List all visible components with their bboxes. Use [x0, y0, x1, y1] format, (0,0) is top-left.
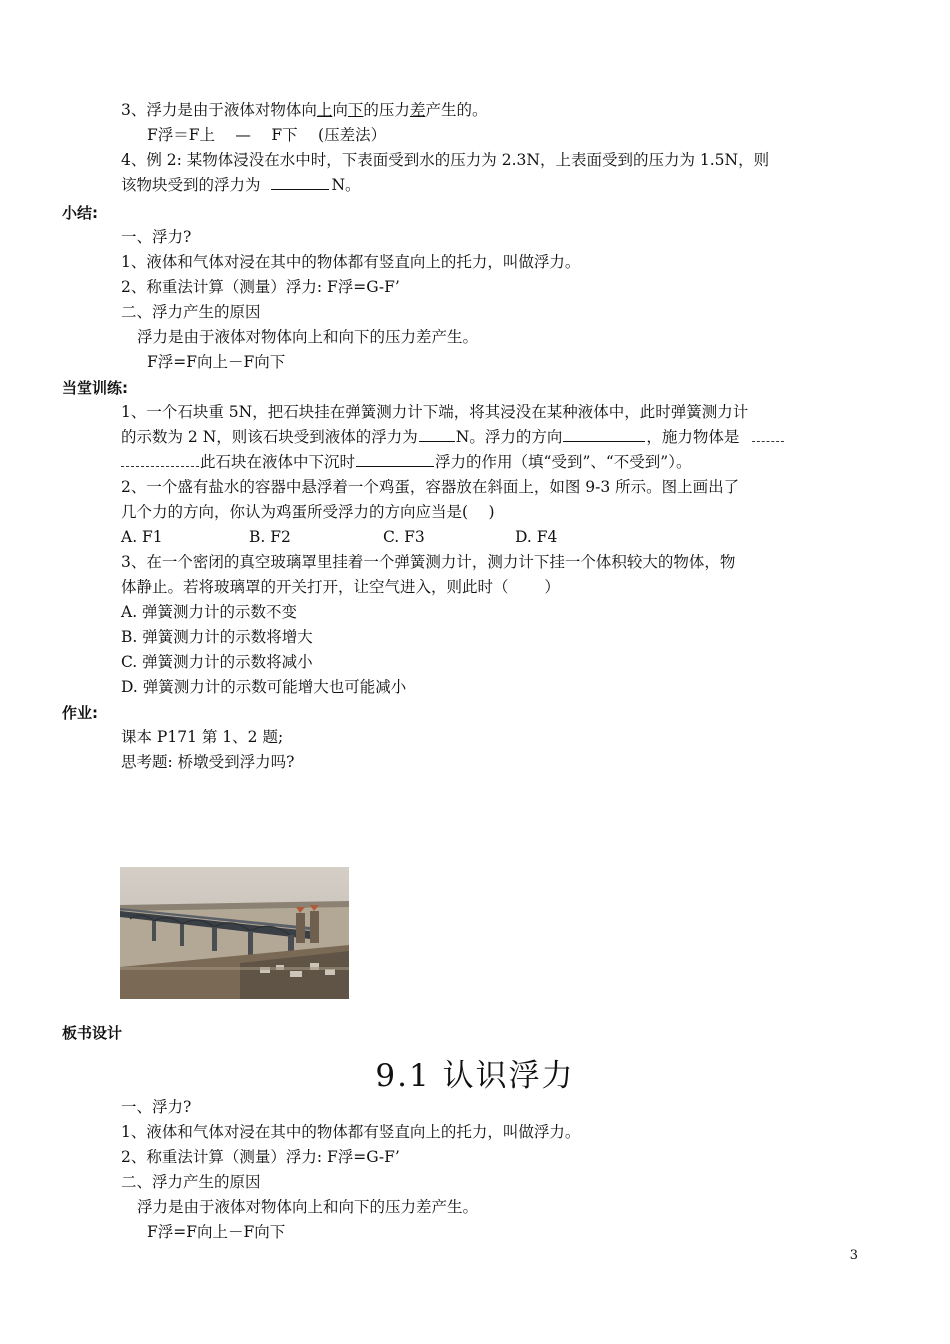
practice-q2-line1: 2、一个盛有盐水的容器中悬浮着一个鸡蛋，容器放在斜面上，如图 9-3 所示。图上画出了	[121, 478, 740, 496]
example2-line1: 4、例 2: 某物体浸没在水中时，下表面受到水的压力为 2.3N，上表面受到的压力为 1.5N，则	[121, 151, 770, 169]
practice-heading: 当堂训练:	[62, 379, 128, 397]
bridge-illustration	[120, 867, 349, 999]
text-segment: 浮力的作用（填“受到”、“不受到”）。	[435, 453, 692, 471]
text-segment: 的压力	[363, 101, 410, 119]
board-item: 2、称重法计算（测量）浮力: F浮=G-F’	[121, 1148, 400, 1166]
choice-option[interactable]: B. F2	[249, 528, 291, 546]
board-item: F浮=F向上－F向下	[147, 1223, 286, 1241]
answer-blank[interactable]	[419, 427, 455, 442]
answer-blank[interactable]	[121, 454, 199, 467]
homework-heading: 作业:	[62, 704, 98, 722]
practice-q3-line2: 体静止。若将玻璃罩的开关打开，让空气进入，则此时（ ）	[121, 578, 560, 596]
summary-item: 1、液体和气体对浸在其中的物体都有竖直向上的托力，叫做浮力。	[121, 253, 581, 271]
text-segment: 3、浮力是由于液体对物体向	[121, 101, 317, 119]
choice-option[interactable]: C. 弹簧测力计的示数将减小	[121, 653, 313, 671]
text-segment: 向	[332, 101, 348, 119]
summary-item: 一、浮力?	[121, 228, 192, 246]
board-item: 二、浮力产生的原因	[121, 1173, 261, 1191]
practice-q1-line1: 1、一个石块重 5N，把石块挂在弹簧测力计下端，将其浸没在某种液体中，此时弹簧测力计	[121, 403, 749, 421]
board-item: 浮力是由于液体对物体向上和向下的压力差产生。	[137, 1198, 479, 1216]
text-segment: 此石块在液体中下沉时	[200, 453, 356, 471]
text-segment: N。浮力的方向	[455, 428, 563, 446]
summary-heading: 小结:	[62, 204, 98, 222]
page-number: 3	[849, 1248, 858, 1263]
pressure-difference-formula: F浮＝F上 — F下 (压差法）	[147, 126, 387, 144]
underlined-word: 下	[347, 101, 364, 119]
practice-q3-line1: 3、在一个密闭的真空玻璃罩里挂着一个弹簧测力计，测力计下挂一个体积较大的物体，物	[121, 553, 736, 571]
text-segment: 的示数为 2 N，则该石块受到液体的浮力为	[121, 428, 418, 446]
example2-line2	[121, 175, 361, 195]
summary-item: 二、浮力产生的原因	[121, 303, 261, 321]
answer-blank[interactable]	[356, 452, 434, 467]
underlined-word: 差	[409, 101, 426, 119]
board-item: 1、液体和气体对浸在其中的物体都有竖直向上的托力，叫做浮力。	[121, 1123, 581, 1141]
summary-item: F浮=F向上－F向下	[147, 353, 286, 371]
bridge-photo	[120, 867, 349, 999]
board-heading: 板书设计	[62, 1024, 123, 1042]
choice-option[interactable]: D. 弹簧测力计的示数可能增大也可能减小	[121, 678, 407, 696]
buoyancy-cause-line	[121, 100, 487, 120]
practice-q1-line2	[121, 427, 784, 447]
summary-item: 2、称重法计算（测量）浮力: F浮=G-F’	[121, 278, 400, 296]
choice-option[interactable]: A. F1	[121, 528, 163, 546]
choice-option[interactable]: B. 弹簧测力计的示数将增大	[121, 628, 313, 646]
answer-blank[interactable]	[752, 429, 784, 442]
practice-q2-line2: 几个力的方向，你认为鸡蛋所受浮力的方向应当是( )	[121, 503, 495, 521]
underlined-word: 上	[316, 101, 333, 119]
text-segment: N。	[331, 176, 361, 194]
board-item: 一、浮力?	[121, 1098, 192, 1116]
board-title: 9.1 认识浮力	[375, 1058, 575, 1094]
practice-q1-line3	[121, 452, 691, 472]
text-segment: 该物块受到的浮力为	[121, 176, 261, 194]
summary-item: 浮力是由于液体对物体向上和向下的压力差产生。	[137, 328, 479, 346]
choice-option[interactable]: A. 弹簧测力计的示数不变	[121, 603, 298, 621]
homework-item: 课本 P171 第 1、2 题;	[121, 728, 284, 746]
answer-blank[interactable]	[271, 175, 329, 190]
text-segment: ，施力物体是	[646, 428, 740, 446]
homework-item: 思考题: 桥墩受到浮力吗?	[121, 753, 295, 771]
choice-option[interactable]: C. F3	[383, 528, 425, 546]
choice-option[interactable]: D. F4	[515, 528, 558, 546]
text-segment: 产生的。	[425, 101, 488, 119]
answer-blank[interactable]	[563, 427, 645, 442]
